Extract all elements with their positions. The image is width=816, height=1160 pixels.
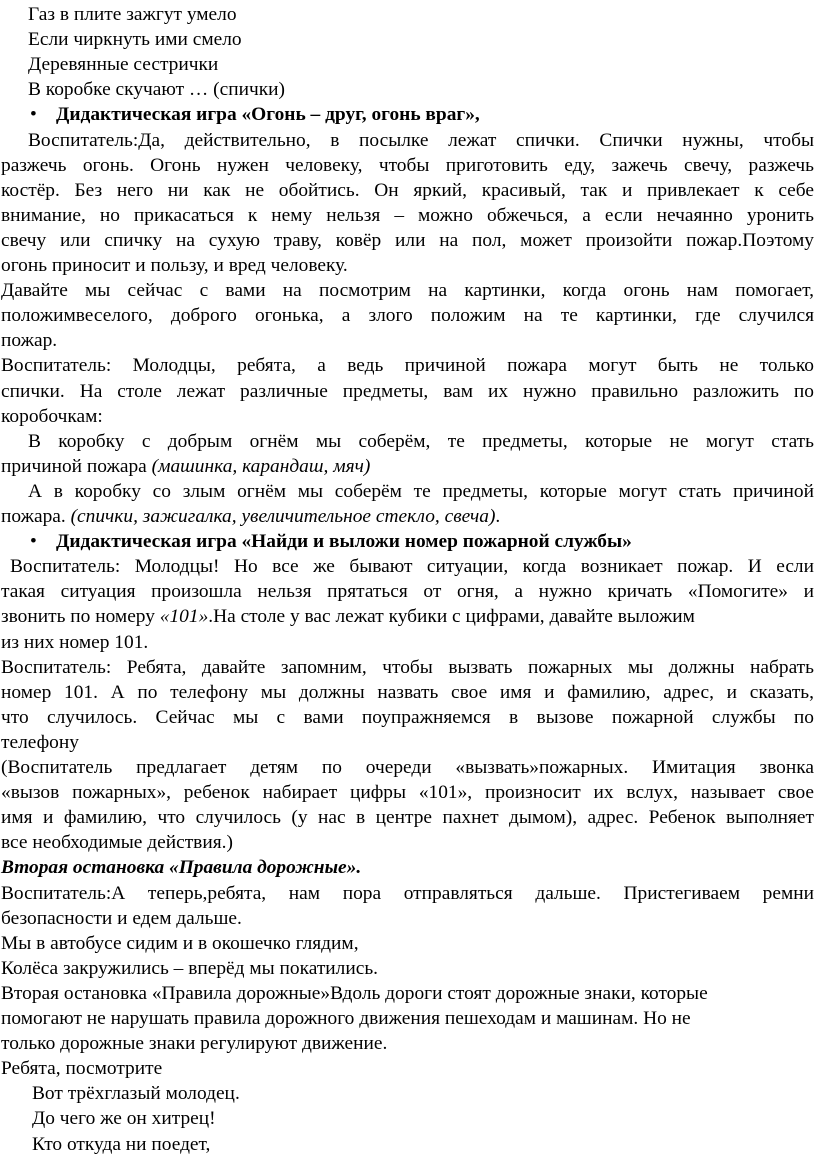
bullet-dot-icon: •	[30, 531, 37, 553]
paragraph-line: положимвеселого, доброго огонька, а злого положим на те картинки, где случился	[1, 305, 814, 327]
poem-line: До чего же он хитрец!	[32, 1108, 216, 1130]
poem-line: Кто откуда ни поедет,	[32, 1133, 211, 1155]
paragraph-line: Воспитатель:Да, действительно, в посылке лежат спички. Спички нужны, чтобы	[28, 129, 814, 151]
phone-number-italic: «101»	[159, 606, 209, 628]
paragraph-line: телефону	[1, 731, 79, 753]
paragraph-line: такая ситуация произошла нельзя прятаться от огня, а нужно кричать «Помогите» и	[1, 581, 814, 603]
paragraph-line: Воспитатель: Молодцы, ребята, а ведь причиной пожара могут быть не только	[1, 355, 814, 377]
poem-line: Деревянные сестрички	[28, 54, 219, 76]
paragraph-line: только дорожные знаки регулируют движение.	[1, 1033, 388, 1055]
poem-line: В коробке скучают … (спички)	[28, 79, 285, 101]
paragraph-line	[1, 604, 814, 629]
paragraph-line: разжечь огонь. Огонь нужен человеку, чтобы приготовить еду, зажечь свечу, разжечь	[1, 154, 814, 176]
paragraph-line: «вызов пожарных», ребенок набирает цифры «101», произносит их вслух, называет свое	[1, 782, 814, 804]
poem-line: Если чиркнуть ими смело	[28, 29, 242, 51]
paragraph-line: все необходимые действия.)	[1, 832, 233, 854]
paragraph-line: пожар.	[1, 330, 58, 352]
bullet-heading	[30, 102, 814, 127]
italic-examples: (машинка, карандаш, мяч)	[151, 455, 371, 477]
rhyme-line: Колёса закружились – вперёд мы покатились.	[1, 957, 379, 979]
paragraph-line: из них номер 101.	[1, 631, 149, 653]
paragraph-line: номер 101. А по телефону мы должны назвать свое имя и фамилию, адрес, и сказать,	[1, 681, 814, 703]
bullet-heading-text: Дидактическая игра «Огонь – друг, огонь враг»,	[56, 104, 480, 126]
italic-examples: (спички, зажигалка, увеличительное стекло, свеча)	[70, 506, 496, 527]
plain-text: пожара.	[1, 506, 71, 527]
paragraph-line: костёр. Без него ни как не обойтись. Он яркий, красивый, так и привлекает к себе	[1, 179, 814, 201]
paragraph-line: спички. На столе лежат различные предметы, вам их нужно правильно разложить по	[1, 380, 814, 402]
plain-text: звонить по номеру	[1, 606, 160, 628]
paragraph-line	[1, 454, 814, 479]
paragraph-line: безопасности и едем дальше.	[1, 907, 242, 929]
paragraph-line: В коробку с добрым огнём мы соберём, те предметы, которые не могут стать	[28, 430, 814, 452]
paragraph-line: (Воспитатель предлагает детям по очереди «вызвать»пожарных. Имитация звонка	[1, 757, 814, 778]
paragraph-line	[1, 504, 814, 529]
paragraph-line: свечу или спичку на сухую траву, ковёр или на пол, может произойти пожар.Поэтому	[1, 229, 814, 251]
plain-text: .	[495, 506, 501, 527]
plain-text: .На столе у вас лежат кубики с цифрами, давайте выложим	[208, 606, 695, 628]
paragraph-line: огонь приносит и пользу, и вред человеку.	[1, 255, 348, 276]
poem-line: Вот трёхглазый молодец.	[32, 1083, 240, 1105]
paragraph-line: Давайте мы сейчас с вами на посмотрим на картинки, когда огонь нам помогает,	[1, 280, 814, 302]
plain-text: причиной пожара	[1, 455, 152, 477]
section-heading: Вторая остановка «Правила дорожные».	[1, 857, 362, 879]
paragraph-line: Воспитатель: Молодцы! Но все же бывают ситуации, когда возникает пожар. И если	[10, 556, 814, 578]
rhyme-line: Мы в автобусе сидим и в окошечко глядим,	[1, 932, 359, 954]
bullet-heading	[30, 529, 814, 554]
paragraph-line: Ребята, посмотрите	[1, 1058, 163, 1080]
paragraph-line: А в коробку со злым огнём мы соберём те предметы, которые могут стать причиной	[28, 480, 814, 502]
paragraph-line: коробочкам:	[1, 405, 103, 427]
paragraph-line: помогают не нарушать правила дорожного движения пешеходам и машинам. Но не	[1, 1008, 691, 1029]
paragraph-line: Воспитатель: Ребята, давайте запомним, чтобы вызвать пожарных мы должны набрать	[1, 656, 814, 678]
paragraph-line: что случилось. Сейчас мы с вами поупражняемся в вызове пожарной службы по	[1, 706, 814, 728]
bullet-dot-icon: •	[30, 104, 37, 126]
paragraph-line: внимание, но прикасаться к нему нельзя – можно обжечься, а если нечаянно уронить	[1, 204, 814, 226]
poem-line: Газ в плите зажгут умело	[28, 4, 237, 25]
bullet-heading-text: Дидактическая игра «Найди и выложи номер пожарной службы»	[56, 531, 632, 553]
paragraph-line: Вторая остановка «Правила дорожные»Вдоль дороги стоят дорожные знаки, которые	[1, 982, 708, 1004]
paragraph-line: имя и фамилию, что случилось (у нас в центре пахнет дымом), адрес. Ребенок выполняет	[1, 807, 814, 829]
paragraph-line: Воспитатель:А теперь,ребята, нам пора отправляться дальше. Пристегиваем ремни	[1, 882, 814, 904]
